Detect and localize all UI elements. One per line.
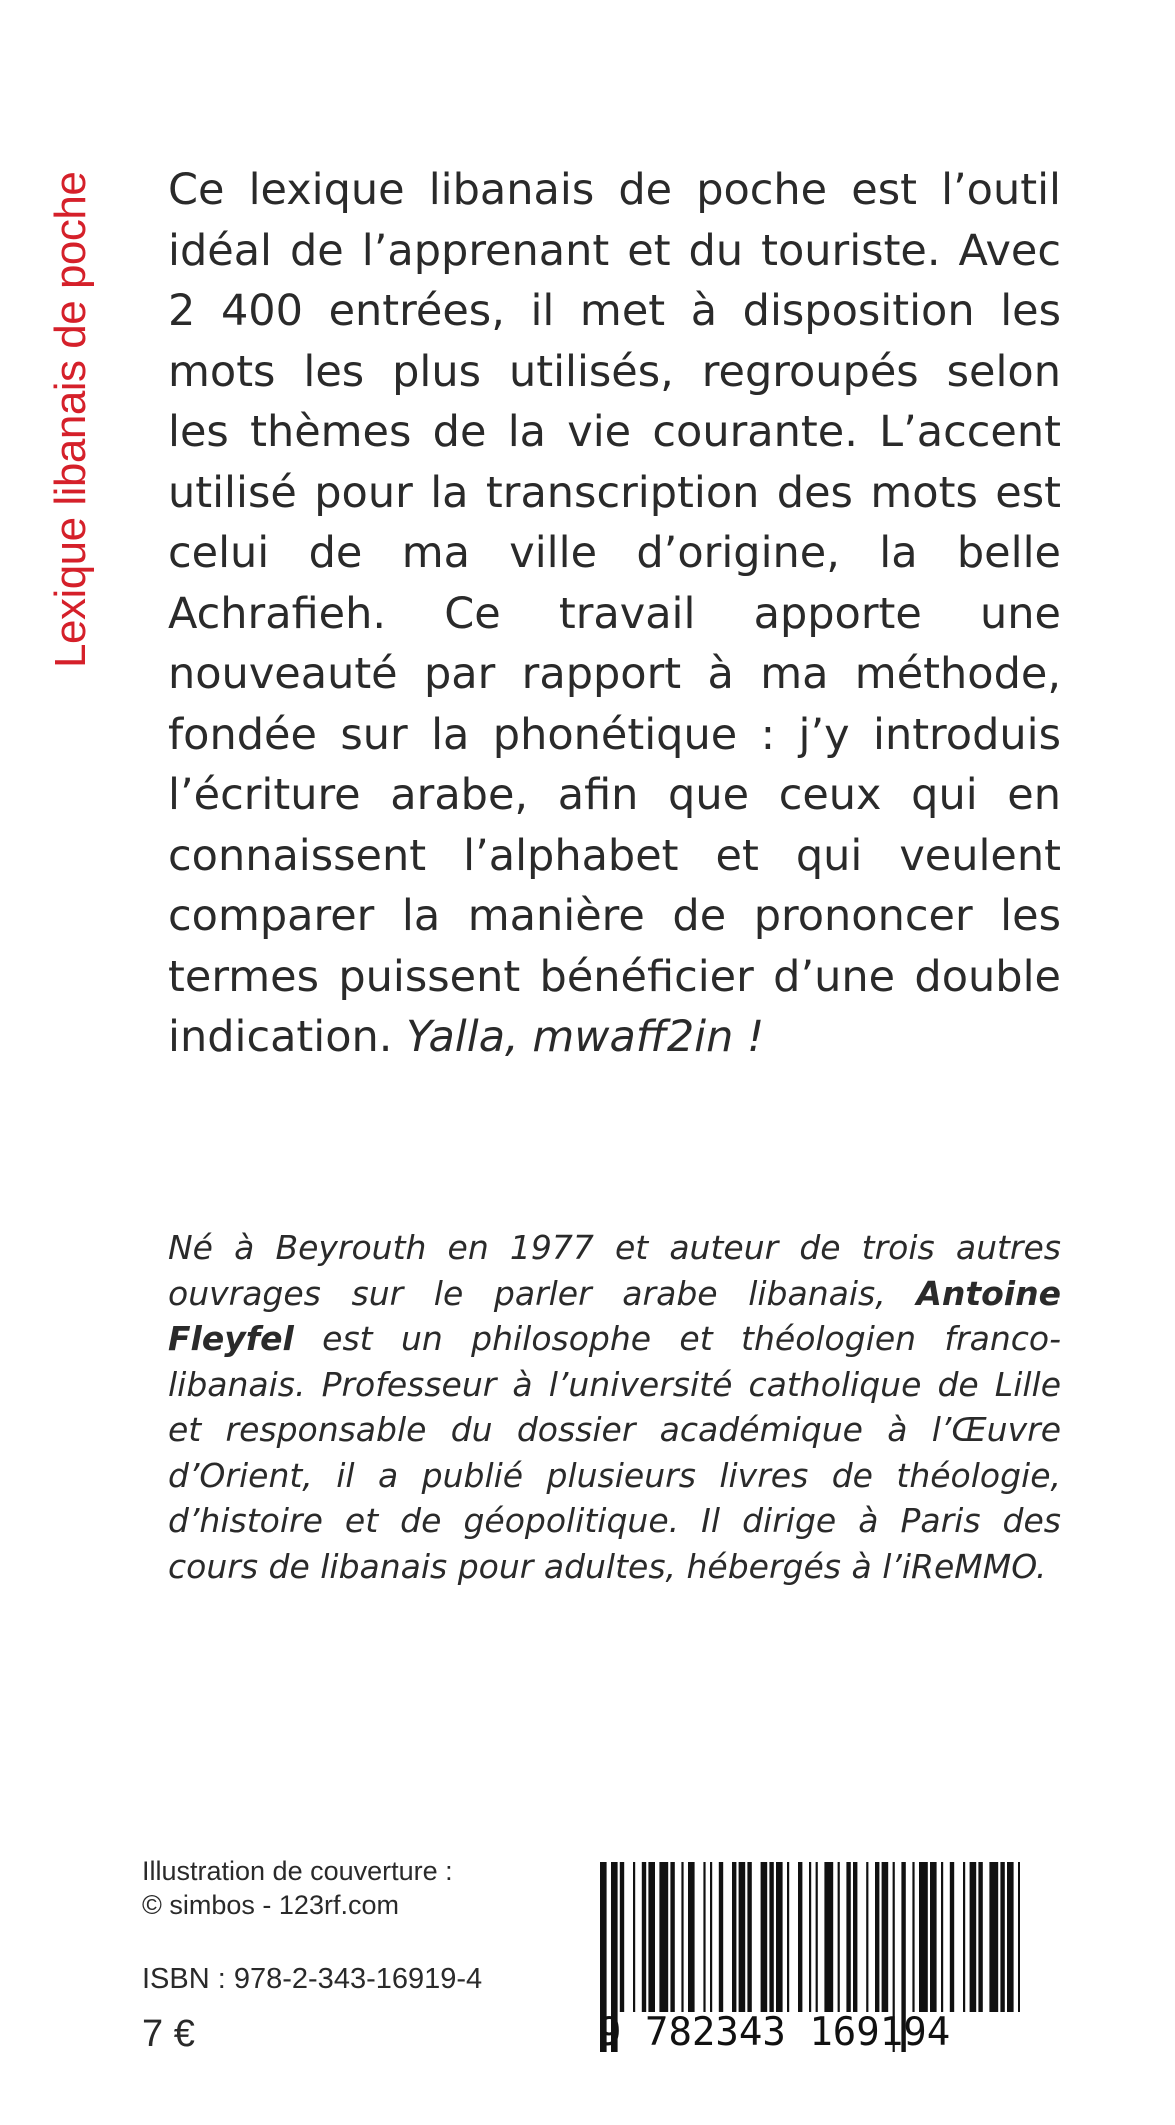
barcode-digits: 9 782343 169194	[598, 2010, 951, 2055]
blurb-closing: Yalla, mwaff2in !	[406, 1012, 765, 1062]
bio-part1: Né à Beyrouth en 1977 et auteur de trois autres ouvrages sur le parler arabe libanais,	[168, 1228, 1061, 1313]
bio-part2: est un philosophe et théologien franco-libanais. Professeur à l’université catholique de Lille et responsable du dossier académique à l’Œuvre d’Orient, il a publié plusieurs livres de théologie, d’histoire et de géopolitique. Il dirige à Paris des cours de libanais pour adultes, hébergés à l’iReMMO.	[168, 1319, 1061, 1586]
blurb-text: Ce lexique libanais de poche est l’outil idéal de l’apprenant et du touriste. Avec 2 400 entrées, il met à disposition les mots les plus utilisés, regroupés selon les thèmes de la vie courante. L’accent utilisé pour la transcription des mots est celui de ma ville d’origine, la belle Achrafieh. Ce travail apporte une nouveauté par rapport à ma méthode, fondée sur la phonétique : j’y introduis l’écriture arabe, afin que ceux qui en connaissent l’alphabet et qui veulent comparer la manière de prononcer les termes puissent bénéficier d’une double indication.	[168, 165, 1061, 1062]
author-bio	[168, 1225, 1061, 1589]
price-label: 7 €	[142, 2013, 195, 2055]
cover-illustration-credit	[142, 1854, 453, 1922]
spine-title-text: Lexique libanais de poche	[46, 171, 95, 668]
back-cover-blurb	[168, 160, 1061, 1068]
isbn-label: ISBN : 978-2-343-16919-4	[142, 1963, 483, 1995]
credit-line-1: Illustration de couverture :	[142, 1856, 453, 1886]
spine-title	[44, 168, 98, 668]
credit-line-2: © simbos - 123rf.com	[142, 1890, 399, 1920]
author-name: Antoine Fleyfel	[168, 1273, 1061, 1358]
